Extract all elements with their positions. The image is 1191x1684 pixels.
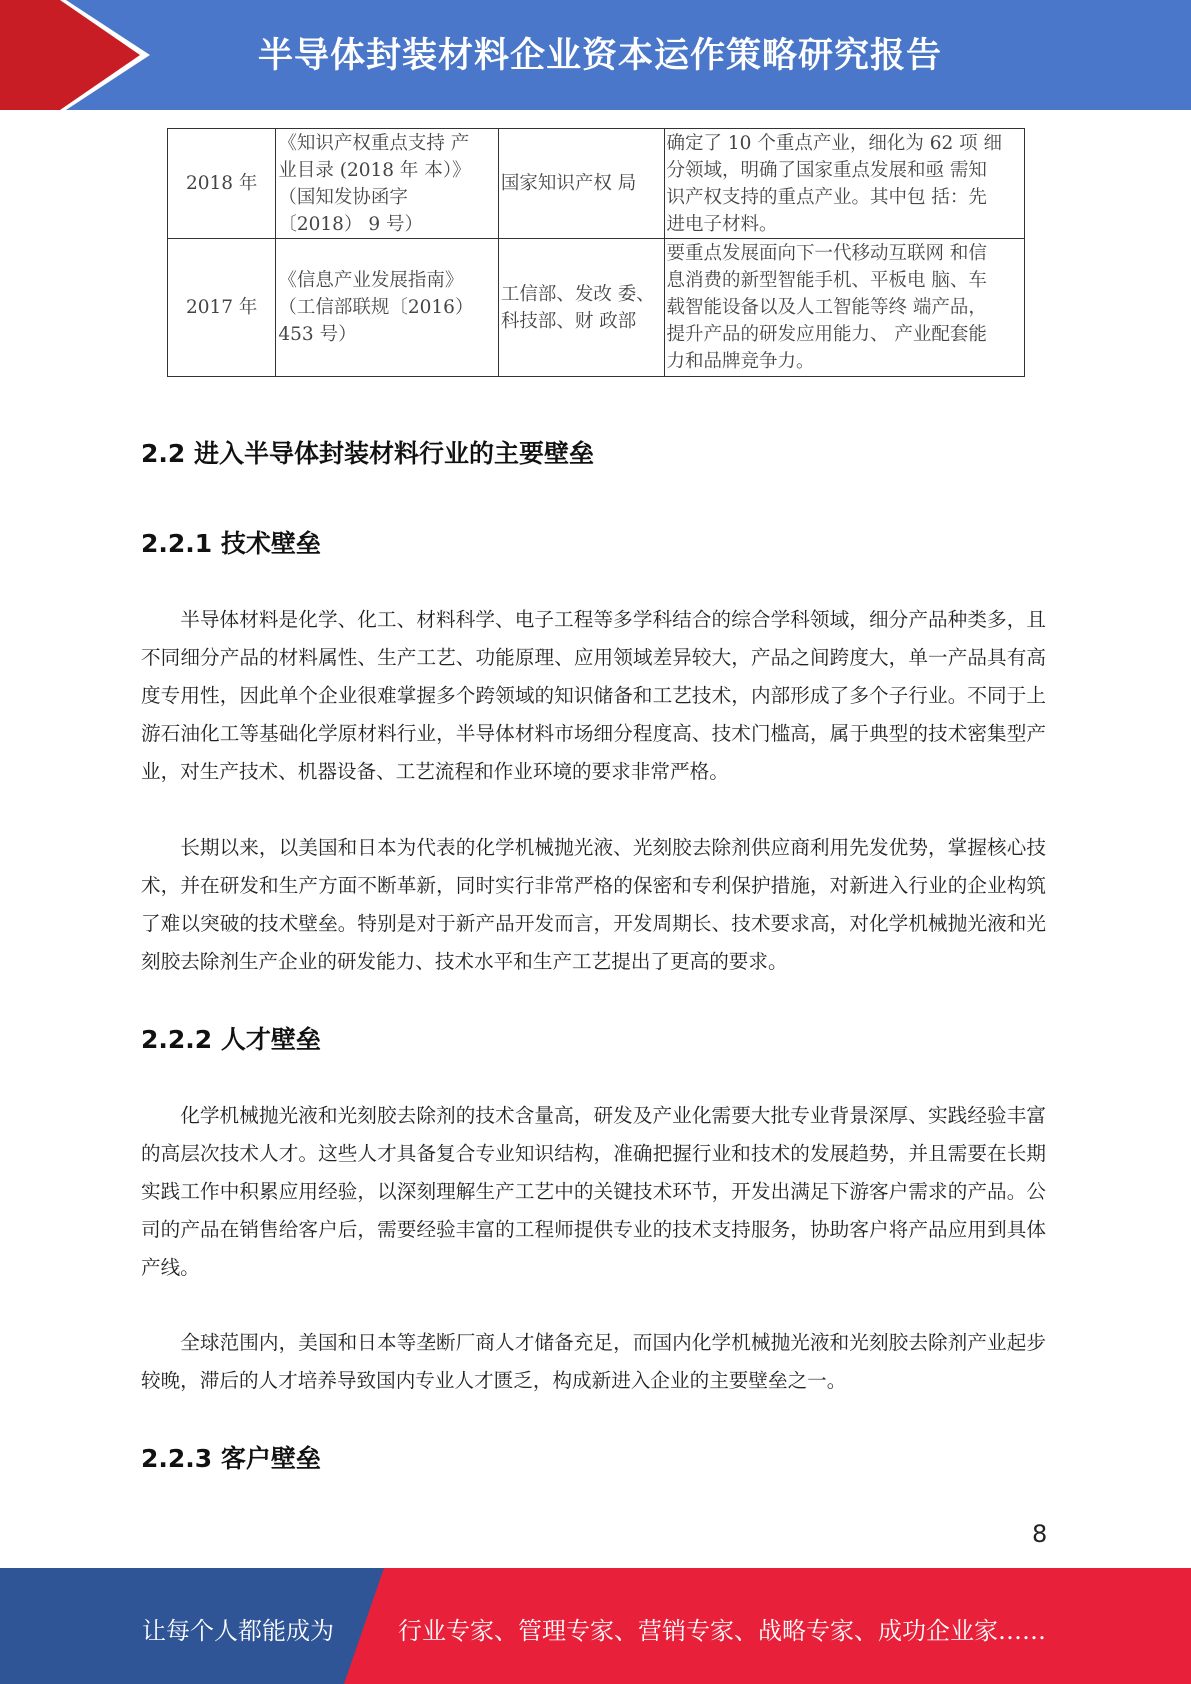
cell-line: 〔2018） 9 号） — [278, 213, 423, 235]
footer-slogan-right: 行业专家、管理专家、营销专家、战略专家、成功企业家…… — [398, 1617, 1046, 1645]
cell-line: （工信部联规〔2016） — [278, 297, 474, 318]
cell-document — [276, 129, 499, 239]
cell-line: 分领域，明确了国家重点发展和亟 需知 — [666, 159, 987, 181]
table-row — [168, 129, 1025, 239]
page-footer — [0, 1568, 1191, 1684]
cell-line: 提升产品的研发应用能力、 产业配套能 — [666, 324, 987, 345]
paragraph: 化学机械抛光液和光刻胶去除剂的技术含量高，研发及产业化需要大批专业背景深厚、实践经验丰富的高层次技术人才。这些人才具备复合专业知识结构，准确把握行业和技术的发展趋势，并且需要在长期实践工作中积累应用经验，以深刻理解生产工艺中的关键技术环节，开发出满足下游客户需求的产品。公司的产品在销售给客户后，需要经验丰富的工程师提供专业的技术支持服务，协助客户将产品应用到具体产线。 — [141, 1104, 1046, 1279]
cell-line: 工信部、发改 委、 — [500, 283, 655, 305]
section-heading-2-2-3: 2.2.3 客户壁垒 — [141, 1444, 321, 1473]
cell-year: 2018 年 — [168, 129, 276, 239]
section-heading-2-2-2: 2.2.2 人才壁垒 — [141, 1025, 321, 1054]
cell-line: 进电子材料。 — [666, 213, 778, 235]
cell-line: 《知识产权重点支持 产 — [278, 132, 470, 154]
policy-table — [167, 128, 1025, 377]
cell-department — [498, 129, 664, 239]
cell-year: 2017 年 — [168, 239, 276, 377]
cell-line: 识产权支持的重点产业。其中包 括：先 — [666, 186, 987, 208]
cell-line: 确定了 10 个重点产业，细化为 62 项 细 — [666, 132, 1003, 154]
cell-line: 453 号） — [278, 324, 357, 345]
cell-line: 息消费的新型智能手机、平板电 脑、车 — [666, 270, 987, 291]
cell-line: 载智能设备以及人工智能等终 端产品， — [666, 297, 987, 318]
table-row — [168, 239, 1025, 377]
cell-description — [664, 129, 1024, 239]
section-heading-2-2-1: 2.2.1 技术壁垒 — [141, 529, 321, 558]
cell-line: （国知发协函字 — [278, 186, 408, 208]
section-heading-2-2: 2.2 进入半导体封装材料行业的主要壁垒 — [141, 439, 594, 468]
cell-line: 科技部、财 政部 — [500, 310, 637, 332]
page-header — [0, 0, 1191, 110]
paragraph: 全球范围内，美国和日本等垄断厂商人才储备充足，而国内化学机械抛光液和光刻胶去除剂产业起步较晚，滞后的人才培养导致国内专业人才匮乏，构成新进入企业的主要壁垒之一。 — [141, 1331, 1046, 1392]
cell-line: 国家知识产权 局 — [500, 173, 637, 194]
page-number: 8 — [1032, 1520, 1048, 1548]
cell-department — [498, 239, 664, 377]
cell-document — [276, 239, 499, 377]
header-title: 半导体封装材料企业资本运作策略研究报告 — [258, 36, 943, 76]
cell-description — [664, 239, 1024, 377]
cell-line: 要重点发展面向下一代移动互联网 和信 — [666, 243, 987, 264]
footer-slogan-left: 让每个人都能成为 — [142, 1617, 334, 1645]
cell-line: 力和品牌竞争力。 — [666, 351, 815, 372]
cell-line: 业目录 (2018 年 本）》 — [278, 159, 471, 181]
cell-line: 《信息产业发展指南》 — [278, 270, 464, 291]
paragraph: 半导体材料是化学、化工、材料科学、电子工程等多学科结合的综合学科领域，细分产品种类多，且不同细分产品的材料属性、生产工艺、功能原理、应用领域差异较大，产品之间跨度大，单一产品具有高度专用性，因此单个企业很难掌握多个跨领域的知识储备和工艺技术，内部形成了多个子行业。不同于上游石油化工等基础化学原材料行业，半导体材料市场细分程度高、技术门槛高，属于典型的技术密集型产业，对生产技术、机器设备、工艺流程和作业环境的要求非常严格。 — [141, 608, 1046, 783]
paragraph: 长期以来，以美国和日本为代表的化学机械抛光液、光刻胶去除剂供应商利用先发优势，掌握核心技术，并在研发和生产方面不断革新，同时实行非常严格的保密和专利保护措施，对新进入行业的企业构筑了难以突破的技术壁垒。特别是对于新产品开发而言，开发周期长、技术要求高，对化学机械抛光液和光刻胶去除剂生产企业的研发能力、技术水平和生产工艺提出了更高的要求。 — [141, 836, 1046, 973]
header-chevron-icon — [0, 0, 150, 110]
